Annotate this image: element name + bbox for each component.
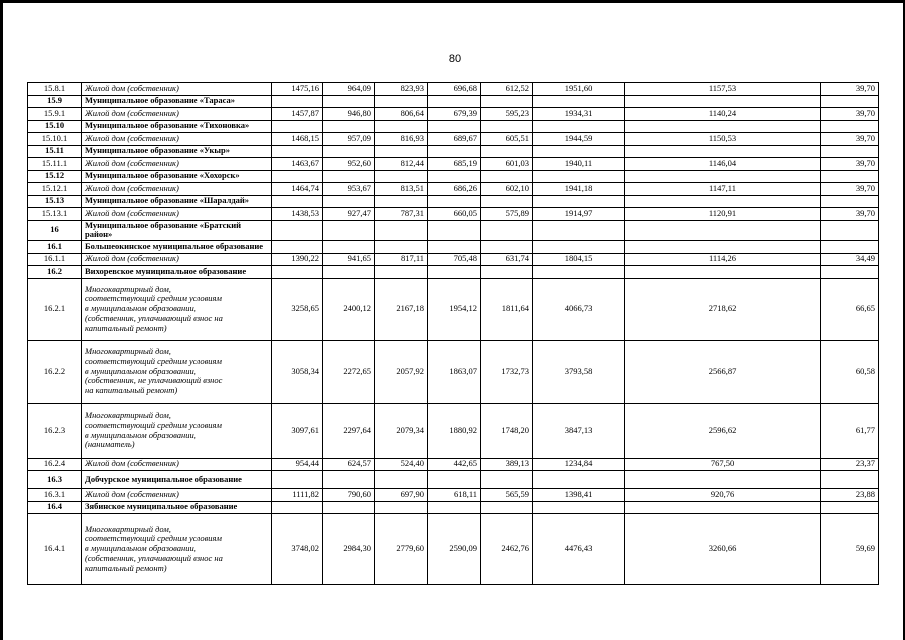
row-code: 16.4 bbox=[28, 501, 82, 514]
description-line: соответствующий средним условиям bbox=[85, 533, 222, 544]
empty-cell bbox=[272, 220, 323, 241]
description-line: в муниципальном образовании, bbox=[85, 429, 196, 440]
value-cell: 787,31 bbox=[375, 208, 428, 221]
value-cell: 1944,59 bbox=[533, 133, 625, 146]
value-cell: 1954,12 bbox=[428, 278, 481, 340]
empty-cell bbox=[272, 241, 323, 254]
empty-cell bbox=[481, 266, 533, 279]
empty-cell bbox=[428, 170, 481, 183]
section-title: Большеокинское муниципальное образование bbox=[82, 241, 272, 254]
empty-cell bbox=[375, 120, 428, 133]
value-cell: 34,49 bbox=[821, 253, 879, 266]
empty-cell bbox=[821, 220, 879, 241]
value-cell: 920,76 bbox=[625, 489, 821, 502]
empty-cell bbox=[272, 501, 323, 514]
row-code: 16.3.1 bbox=[28, 489, 82, 502]
value-cell: 618,11 bbox=[428, 489, 481, 502]
empty-cell bbox=[323, 266, 375, 279]
row-description: Жилой дом (собственник) bbox=[82, 83, 272, 96]
empty-cell bbox=[375, 145, 428, 158]
empty-cell bbox=[428, 95, 481, 108]
row-code: 16.3 bbox=[28, 471, 82, 489]
value-cell: 964,09 bbox=[323, 83, 375, 96]
empty-cell bbox=[428, 120, 481, 133]
value-cell: 686,26 bbox=[428, 183, 481, 196]
value-cell: 1732,73 bbox=[481, 340, 533, 403]
row-code: 15.10.1 bbox=[28, 133, 82, 146]
empty-cell bbox=[821, 501, 879, 514]
value-cell: 3097,61 bbox=[272, 403, 323, 458]
empty-cell bbox=[375, 95, 428, 108]
value-cell: 1150,53 bbox=[625, 133, 821, 146]
row-description bbox=[82, 514, 272, 585]
table-row bbox=[28, 340, 879, 403]
empty-cell bbox=[272, 266, 323, 279]
value-cell: 3748,02 bbox=[272, 514, 323, 585]
row-code: 15.12.1 bbox=[28, 183, 82, 196]
value-cell: 816,93 bbox=[375, 133, 428, 146]
table-row bbox=[28, 489, 879, 502]
empty-cell bbox=[323, 241, 375, 254]
empty-cell bbox=[533, 501, 625, 514]
value-cell: 689,67 bbox=[428, 133, 481, 146]
value-cell: 23,88 bbox=[821, 489, 879, 502]
description-line: в муниципальном образовании, bbox=[85, 303, 196, 314]
empty-cell bbox=[625, 220, 821, 241]
value-cell: 952,60 bbox=[323, 158, 375, 171]
empty-cell bbox=[272, 170, 323, 183]
empty-cell bbox=[323, 471, 375, 489]
value-cell: 1934,31 bbox=[533, 108, 625, 121]
empty-cell bbox=[375, 501, 428, 514]
value-cell: 3847,13 bbox=[533, 403, 625, 458]
value-cell: 2566,87 bbox=[625, 340, 821, 403]
value-cell: 1863,07 bbox=[428, 340, 481, 403]
empty-cell bbox=[481, 501, 533, 514]
value-cell: 1463,67 bbox=[272, 158, 323, 171]
table-row bbox=[28, 208, 879, 221]
value-cell: 1457,87 bbox=[272, 108, 323, 121]
empty-cell bbox=[821, 95, 879, 108]
value-cell: 823,93 bbox=[375, 83, 428, 96]
value-cell: 60,58 bbox=[821, 340, 879, 403]
description-line: Многоквартирный дом, bbox=[85, 283, 171, 294]
row-description: Жилой дом (собственник) bbox=[82, 108, 272, 121]
value-cell: 660,05 bbox=[428, 208, 481, 221]
value-cell: 1475,16 bbox=[272, 83, 323, 96]
value-cell: 2079,34 bbox=[375, 403, 428, 458]
value-cell: 1951,60 bbox=[533, 83, 625, 96]
table-row bbox=[28, 83, 879, 96]
empty-cell bbox=[533, 120, 625, 133]
value-cell: 1464,74 bbox=[272, 183, 323, 196]
section-row bbox=[28, 170, 879, 183]
row-description bbox=[82, 340, 272, 403]
value-cell: 1940,11 bbox=[533, 158, 625, 171]
description-line: соответствующий средним условиям bbox=[85, 419, 222, 430]
table-row bbox=[28, 458, 879, 471]
value-cell: 1941,18 bbox=[533, 183, 625, 196]
table-row bbox=[28, 253, 879, 266]
description-line: на капитальный ремонт) bbox=[85, 385, 178, 396]
row-description bbox=[82, 278, 272, 340]
value-cell: 2272,65 bbox=[323, 340, 375, 403]
row-code: 16.1.1 bbox=[28, 253, 82, 266]
value-cell: 1811,64 bbox=[481, 278, 533, 340]
empty-cell bbox=[821, 471, 879, 489]
row-code: 15.13.1 bbox=[28, 208, 82, 221]
row-code: 16.2.2 bbox=[28, 340, 82, 403]
value-cell: 954,44 bbox=[272, 458, 323, 471]
empty-cell bbox=[375, 195, 428, 208]
empty-cell bbox=[625, 120, 821, 133]
page-frame-left bbox=[0, 0, 3, 640]
section-title: Муниципальное образование «Тараса» bbox=[82, 95, 272, 108]
empty-cell bbox=[323, 501, 375, 514]
empty-cell bbox=[533, 145, 625, 158]
value-cell: 2590,09 bbox=[428, 514, 481, 585]
value-cell: 3260,66 bbox=[625, 514, 821, 585]
value-cell: 697,90 bbox=[375, 489, 428, 502]
row-code: 15.9 bbox=[28, 95, 82, 108]
row-code: 16 bbox=[28, 220, 82, 241]
section-title: Муниципальное образование «Братский район» bbox=[82, 220, 272, 241]
empty-cell bbox=[625, 501, 821, 514]
value-cell: 1390,22 bbox=[272, 253, 323, 266]
row-code: 15.8.1 bbox=[28, 83, 82, 96]
empty-cell bbox=[375, 266, 428, 279]
section-title: Муниципальное образование «Шаралдай» bbox=[82, 195, 272, 208]
value-cell: 790,60 bbox=[323, 489, 375, 502]
empty-cell bbox=[625, 170, 821, 183]
value-cell: 3793,58 bbox=[533, 340, 625, 403]
section-row bbox=[28, 220, 879, 241]
empty-cell bbox=[481, 195, 533, 208]
value-cell: 524,40 bbox=[375, 458, 428, 471]
value-cell: 1157,53 bbox=[625, 83, 821, 96]
section-row bbox=[28, 266, 879, 279]
value-cell: 1114,26 bbox=[625, 253, 821, 266]
section-row bbox=[28, 471, 879, 489]
row-description: Жилой дом (собственник) bbox=[82, 458, 272, 471]
value-cell: 575,89 bbox=[481, 208, 533, 221]
empty-cell bbox=[821, 195, 879, 208]
empty-cell bbox=[428, 145, 481, 158]
empty-cell bbox=[481, 120, 533, 133]
value-cell: 1880,92 bbox=[428, 403, 481, 458]
empty-cell bbox=[272, 120, 323, 133]
value-cell: 2779,60 bbox=[375, 514, 428, 585]
empty-cell bbox=[481, 220, 533, 241]
value-cell: 1147,11 bbox=[625, 183, 821, 196]
empty-cell bbox=[375, 220, 428, 241]
value-cell: 1146,04 bbox=[625, 158, 821, 171]
empty-cell bbox=[533, 95, 625, 108]
empty-cell bbox=[625, 95, 821, 108]
table-row bbox=[28, 108, 879, 121]
value-cell: 1398,41 bbox=[533, 489, 625, 502]
value-cell: 806,64 bbox=[375, 108, 428, 121]
empty-cell bbox=[821, 120, 879, 133]
value-cell: 602,10 bbox=[481, 183, 533, 196]
tariff-table bbox=[27, 82, 879, 585]
section-title: Муниципальное образование «Тихоновка» bbox=[82, 120, 272, 133]
table-row bbox=[28, 278, 879, 340]
row-code: 16.2 bbox=[28, 266, 82, 279]
value-cell: 679,39 bbox=[428, 108, 481, 121]
value-cell: 39,70 bbox=[821, 108, 879, 121]
empty-cell bbox=[323, 220, 375, 241]
value-cell: 631,74 bbox=[481, 253, 533, 266]
row-code: 16.4.1 bbox=[28, 514, 82, 585]
value-cell: 624,57 bbox=[323, 458, 375, 471]
value-cell: 3258,65 bbox=[272, 278, 323, 340]
row-code: 16.2.3 bbox=[28, 403, 82, 458]
row-description bbox=[82, 403, 272, 458]
table-row bbox=[28, 514, 879, 585]
value-cell: 2718,62 bbox=[625, 278, 821, 340]
value-cell: 1140,24 bbox=[625, 108, 821, 121]
value-cell: 2167,18 bbox=[375, 278, 428, 340]
row-description: Жилой дом (собственник) bbox=[82, 253, 272, 266]
row-code: 16.2.1 bbox=[28, 278, 82, 340]
empty-cell bbox=[821, 170, 879, 183]
value-cell: 946,80 bbox=[323, 108, 375, 121]
row-description: Жилой дом (собственник) bbox=[82, 489, 272, 502]
table-row bbox=[28, 133, 879, 146]
row-code: 15.12 bbox=[28, 170, 82, 183]
empty-cell bbox=[533, 241, 625, 254]
row-code: 16.2.4 bbox=[28, 458, 82, 471]
value-cell: 1804,15 bbox=[533, 253, 625, 266]
row-description: Жилой дом (собственник) bbox=[82, 208, 272, 221]
empty-cell bbox=[533, 170, 625, 183]
value-cell: 767,50 bbox=[625, 458, 821, 471]
value-cell: 705,48 bbox=[428, 253, 481, 266]
row-code: 15.10 bbox=[28, 120, 82, 133]
row-description: Жилой дом (собственник) bbox=[82, 133, 272, 146]
empty-cell bbox=[272, 145, 323, 158]
value-cell: 685,19 bbox=[428, 158, 481, 171]
empty-cell bbox=[533, 195, 625, 208]
value-cell: 59,69 bbox=[821, 514, 879, 585]
value-cell: 1234,84 bbox=[533, 458, 625, 471]
empty-cell bbox=[481, 241, 533, 254]
value-cell: 442,65 bbox=[428, 458, 481, 471]
row-description: Жилой дом (собственник) bbox=[82, 158, 272, 171]
empty-cell bbox=[481, 145, 533, 158]
section-row bbox=[28, 195, 879, 208]
empty-cell bbox=[821, 145, 879, 158]
value-cell: 1748,20 bbox=[481, 403, 533, 458]
value-cell: 2057,92 bbox=[375, 340, 428, 403]
empty-cell bbox=[481, 170, 533, 183]
empty-cell bbox=[625, 145, 821, 158]
section-row bbox=[28, 501, 879, 514]
table-body bbox=[28, 83, 879, 585]
empty-cell bbox=[375, 471, 428, 489]
value-cell: 1468,15 bbox=[272, 133, 323, 146]
description-line: Многоквартирный дом, bbox=[85, 523, 171, 534]
empty-cell bbox=[323, 170, 375, 183]
table-row bbox=[28, 183, 879, 196]
value-cell: 1914,97 bbox=[533, 208, 625, 221]
value-cell: 39,70 bbox=[821, 183, 879, 196]
value-cell: 2400,12 bbox=[323, 278, 375, 340]
value-cell: 565,59 bbox=[481, 489, 533, 502]
section-row bbox=[28, 95, 879, 108]
empty-cell bbox=[272, 95, 323, 108]
value-cell: 957,09 bbox=[323, 133, 375, 146]
empty-cell bbox=[428, 220, 481, 241]
empty-cell bbox=[323, 120, 375, 133]
empty-cell bbox=[533, 220, 625, 241]
description-line: соответствующий средним условиям bbox=[85, 355, 222, 366]
empty-cell bbox=[272, 195, 323, 208]
description-line: капитальный ремонт) bbox=[85, 322, 167, 333]
value-cell: 61,77 bbox=[821, 403, 879, 458]
empty-cell bbox=[375, 241, 428, 254]
description-line: Многоквартирный дом, bbox=[85, 410, 171, 420]
row-code: 15.9.1 bbox=[28, 108, 82, 121]
value-cell: 1438,53 bbox=[272, 208, 323, 221]
page-frame-top bbox=[0, 0, 905, 3]
value-cell: 4066,73 bbox=[533, 278, 625, 340]
value-cell: 4476,43 bbox=[533, 514, 625, 585]
empty-cell bbox=[533, 266, 625, 279]
value-cell: 1120,91 bbox=[625, 208, 821, 221]
empty-cell bbox=[533, 471, 625, 489]
value-cell: 2297,64 bbox=[323, 403, 375, 458]
section-row bbox=[28, 241, 879, 254]
value-cell: 601,03 bbox=[481, 158, 533, 171]
table-row bbox=[28, 403, 879, 458]
value-cell: 39,70 bbox=[821, 208, 879, 221]
empty-cell bbox=[428, 241, 481, 254]
value-cell: 1111,82 bbox=[272, 489, 323, 502]
row-description: Жилой дом (собственник) bbox=[82, 183, 272, 196]
empty-cell bbox=[481, 471, 533, 489]
description-line: в муниципальном образовании, bbox=[85, 543, 196, 554]
value-cell: 812,44 bbox=[375, 158, 428, 171]
description-line: (собственник, уплачивающий взнос на bbox=[85, 552, 223, 563]
value-cell: 39,70 bbox=[821, 133, 879, 146]
value-cell: 941,65 bbox=[323, 253, 375, 266]
value-cell: 605,51 bbox=[481, 133, 533, 146]
empty-cell bbox=[481, 95, 533, 108]
value-cell: 953,67 bbox=[323, 183, 375, 196]
section-row bbox=[28, 145, 879, 158]
value-cell: 66,65 bbox=[821, 278, 879, 340]
empty-cell bbox=[625, 471, 821, 489]
section-title: Вихоревское муниципальное образование bbox=[82, 266, 272, 279]
empty-cell bbox=[821, 266, 879, 279]
section-title: Зябинское муниципальное образование bbox=[82, 501, 272, 514]
row-code: 15.13 bbox=[28, 195, 82, 208]
section-title: Муниципальное образование «Укыр» bbox=[82, 145, 272, 158]
description-line: капитальный ремонт) bbox=[85, 562, 167, 573]
value-cell: 3058,34 bbox=[272, 340, 323, 403]
empty-cell bbox=[428, 471, 481, 489]
description-line: (наниматель) bbox=[85, 439, 135, 450]
empty-cell bbox=[272, 471, 323, 489]
empty-cell bbox=[323, 95, 375, 108]
value-cell: 927,47 bbox=[323, 208, 375, 221]
page-number: 80 bbox=[448, 53, 462, 65]
section-row bbox=[28, 120, 879, 133]
section-title: Добчурское муниципальное образование bbox=[82, 471, 272, 489]
value-cell: 595,23 bbox=[481, 108, 533, 121]
empty-cell bbox=[821, 241, 879, 254]
value-cell: 23,37 bbox=[821, 458, 879, 471]
section-title: Муниципальное образование «Хохорск» bbox=[82, 170, 272, 183]
description-line: соответствующий средним условиям bbox=[85, 293, 222, 304]
description-line: Многоквартирный дом, bbox=[85, 346, 171, 357]
value-cell: 2984,30 bbox=[323, 514, 375, 585]
value-cell: 817,11 bbox=[375, 253, 428, 266]
value-cell: 39,70 bbox=[821, 158, 879, 171]
value-cell: 39,70 bbox=[821, 83, 879, 96]
empty-cell bbox=[323, 145, 375, 158]
row-code: 15.11.1 bbox=[28, 158, 82, 171]
description-line: (собственник, не уплачивающий взнос bbox=[85, 375, 223, 386]
row-code: 15.11 bbox=[28, 145, 82, 158]
value-cell: 2596,62 bbox=[625, 403, 821, 458]
empty-cell bbox=[428, 501, 481, 514]
description-line: в муниципальном образовании, bbox=[85, 365, 196, 376]
row-code: 16.1 bbox=[28, 241, 82, 254]
empty-cell bbox=[428, 266, 481, 279]
value-cell: 2462,76 bbox=[481, 514, 533, 585]
empty-cell bbox=[625, 241, 821, 254]
table-row bbox=[28, 158, 879, 171]
value-cell: 813,51 bbox=[375, 183, 428, 196]
value-cell: 612,52 bbox=[481, 83, 533, 96]
empty-cell bbox=[625, 195, 821, 208]
description-line: (собственник, уплачивающий взнос на bbox=[85, 312, 223, 323]
empty-cell bbox=[428, 195, 481, 208]
empty-cell bbox=[625, 266, 821, 279]
empty-cell bbox=[375, 170, 428, 183]
value-cell: 696,68 bbox=[428, 83, 481, 96]
value-cell: 389,13 bbox=[481, 458, 533, 471]
empty-cell bbox=[323, 195, 375, 208]
